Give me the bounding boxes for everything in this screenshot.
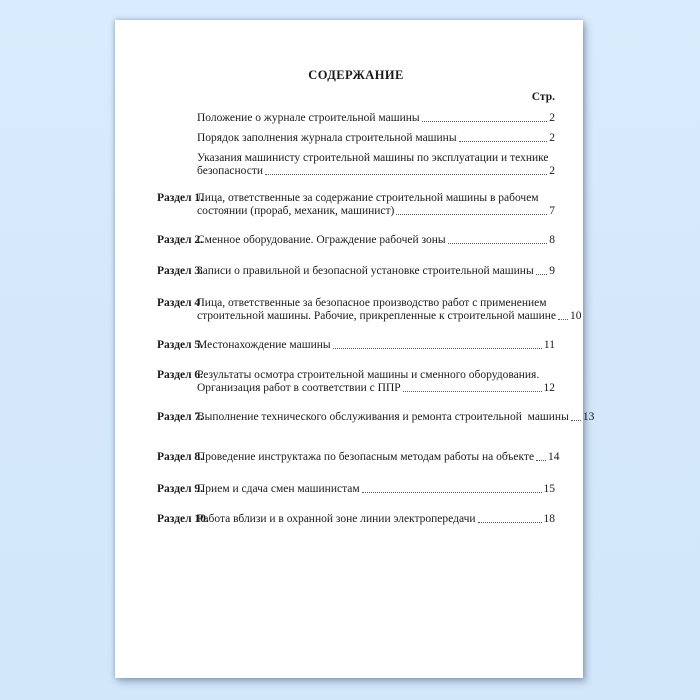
dot-leader (448, 243, 548, 244)
toc-entry-page: 10 (570, 310, 582, 322)
toc-section-entry (157, 234, 555, 247)
dot-leader (265, 174, 547, 175)
toc-entry (157, 112, 555, 125)
dot-leader (396, 214, 547, 215)
toc-entry-text: Сменное оборудование. Ограждение рабочей зоны (197, 234, 446, 246)
toc-section-entry (157, 513, 555, 526)
toc-entry-text: Результаты осмотра строительной машины и сменного оборудования. (197, 369, 540, 381)
toc-entry-page: 18 (543, 513, 555, 525)
toc-section-label: Раздел 7. (157, 411, 204, 423)
dot-leader (536, 274, 548, 275)
toc-entry-page: 2 (549, 112, 555, 124)
toc-entry-page: 2 (549, 165, 555, 177)
toc-section-label: Раздел 5. (157, 339, 204, 351)
toc-entry-page: 2 (549, 132, 555, 144)
toc-entry-text: Записи о правильной и безопасной установке строительной машины (197, 265, 534, 277)
document-title: СОДЕРЖАНИЕ (308, 68, 404, 82)
toc-entry-text: Положение о журнале строительной машины (197, 112, 420, 124)
toc-entry-text: Прием и сдача смен машинистам (197, 483, 360, 495)
toc-entry (157, 132, 555, 145)
toc-entry-text: Местонахождение машины (197, 339, 331, 351)
toc-entry-page: 11 (543, 339, 555, 351)
toc-section-entry (157, 265, 555, 278)
toc-section-entry (157, 411, 595, 424)
dot-leader (403, 391, 542, 392)
toc-section-entry (157, 451, 560, 464)
toc-entry-text: состоянии (прораб, механик, машинист) (197, 205, 395, 217)
toc-section-label: Раздел 10. (157, 513, 209, 525)
toc-entry-text: Порядок заполнения журнала строительной машины (197, 132, 457, 144)
toc-entry-page: 12 (543, 382, 555, 394)
page-column-header: Стр. (531, 91, 555, 103)
toc-entry-text: Организация работ в соответствии с ППР (197, 382, 401, 394)
toc-entry-page: 14 (548, 451, 560, 463)
toc-section-entry (157, 192, 555, 218)
toc-entry (157, 152, 555, 178)
toc-entry-page: 7 (549, 205, 555, 217)
toc-entry-page: 9 (549, 265, 555, 277)
toc-section-label: Раздел 3. (157, 265, 204, 277)
toc-section-entry (157, 297, 582, 323)
toc-section-entry (157, 369, 555, 395)
toc-section-entry (157, 339, 555, 352)
toc-entry-text: безопасности (197, 165, 264, 177)
toc-entry-text: Выполнение технического обслуживания и ремонта строительной машины (197, 411, 569, 423)
dot-leader (536, 460, 546, 461)
dot-leader (459, 141, 548, 142)
toc-section-label: Раздел 9. (157, 483, 204, 495)
dot-leader (362, 492, 542, 493)
toc-section-entry (157, 483, 555, 496)
toc-entry-text: строительной машины. Рабочие, прикрепленные к строительной машине (197, 310, 557, 322)
toc-section-label: Раздел 1. (157, 192, 204, 204)
dot-leader (422, 121, 548, 122)
toc-entry-text: Указания машинисту строительной машины по эксплуатации и технике (197, 152, 549, 164)
dot-leader (571, 420, 581, 421)
document-page (115, 20, 595, 678)
toc-section-label: Раздел 6. (157, 369, 204, 381)
toc-entry-text: Работа вблизи и в охранной зоне линии электропередачи (197, 513, 476, 525)
dot-leader (478, 522, 542, 523)
dot-leader (333, 348, 542, 349)
dot-leader (558, 319, 568, 320)
toc-entry-text: Лица, ответственные за содержание строительной машины в рабочем (197, 192, 539, 204)
toc-entry-text: Проведение инструктажа по безопасным методам работы на объекте (197, 451, 535, 463)
toc-entry-text: Лица, ответственные за безопасное производство работ с применением (197, 297, 547, 309)
toc-entry-page: 15 (543, 483, 555, 495)
toc-entry-page: 13 (582, 411, 595, 423)
toc-section-label: Раздел 2. (157, 234, 204, 246)
toc-section-label: Раздел 4 (157, 297, 201, 309)
toc-entry-page: 8 (549, 234, 555, 246)
toc-section-label: Раздел 8. (157, 451, 204, 463)
